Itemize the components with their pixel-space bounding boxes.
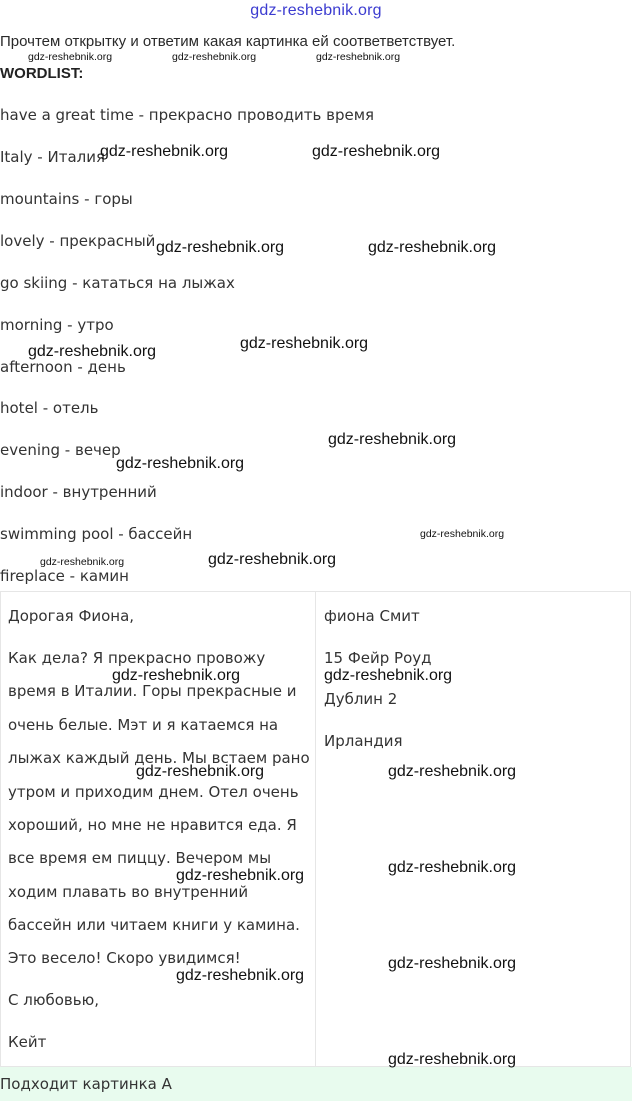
watermark: gdz-reshebnik.org — [28, 343, 157, 360]
letter-closing: С любовью, — [8, 991, 99, 1009]
watermark: gdz-reshebnik.org — [112, 667, 241, 684]
answer-text: Подходит картинка А — [0, 1075, 172, 1093]
address-name: фиона Смит — [324, 607, 420, 625]
watermark: gdz-reshebnik.org — [240, 335, 369, 352]
address-street: 15 Фейр Роуд — [324, 649, 432, 667]
watermark: gdz-reshebnik.org — [420, 528, 505, 540]
address-country: Ирландия — [324, 732, 403, 750]
wordlist-item: mountains - горы — [0, 190, 133, 208]
wordlist-item: evening - вечер — [0, 441, 121, 459]
watermark: gdz-reshebnik.org — [328, 431, 457, 448]
watermark: gdz-reshebnik.org — [388, 763, 517, 780]
watermark: gdz-reshebnik.org — [28, 51, 113, 63]
letter-line: хороший, но мне не нравится еда. Я — [8, 816, 297, 834]
watermark: gdz-reshebnik.org — [176, 967, 305, 984]
wordlist-item: fireplace - камин — [0, 567, 129, 585]
watermark: gdz-reshebnik.org — [156, 239, 285, 256]
letter-line: время в Италии. Горы прекрасные и — [8, 682, 297, 700]
watermark: gdz-reshebnik.org — [312, 143, 441, 160]
site-title[interactable]: gdz-reshebnik.org — [250, 2, 382, 19]
watermark: gdz-reshebnik.org — [388, 1051, 517, 1068]
intro-text: Прочтем открытку и ответим какая картинка ей соответветствует. — [0, 33, 456, 50]
watermark: gdz-reshebnik.org — [324, 667, 453, 684]
letter-line: Это весело! Скоро увидимся! — [8, 949, 241, 967]
letter-line: все время ем пиццу. Вечером мы — [8, 849, 272, 867]
watermark: gdz-reshebnik.org — [316, 51, 401, 63]
watermark: gdz-reshebnik.org — [136, 763, 265, 780]
wordlist-item: lovely - прекрасный — [0, 232, 156, 250]
watermark: gdz-reshebnik.org — [388, 955, 517, 972]
watermark: gdz-reshebnik.org — [116, 455, 245, 472]
wordlist-item: have a great time - прекрасно проводить время — [0, 106, 375, 124]
watermark: gdz-reshebnik.org — [388, 859, 517, 876]
letter-signature: Кейт — [8, 1033, 47, 1051]
watermark: gdz-reshebnik.org — [100, 143, 229, 160]
letter-line: ходим плавать во внутренний — [8, 883, 249, 901]
watermark: gdz-reshebnik.org — [176, 867, 305, 884]
wordlist-heading: WORDLIST: — [0, 65, 84, 82]
address-city: Дублин 2 — [324, 690, 398, 708]
wordlist-item: afternoon - день — [0, 358, 126, 376]
postcard-divider — [315, 591, 316, 1067]
letter-line: утром и приходим днем. Отел очень — [8, 783, 299, 801]
letter-line: очень белые. Мэт и я катаемся на — [8, 716, 279, 734]
letter-line: лыжах каждый день. Мы встаем рано — [8, 749, 310, 767]
watermark: gdz-reshebnik.org — [40, 556, 125, 568]
wordlist-item: Italy - Италия — [0, 148, 105, 166]
watermark: gdz-reshebnik.org — [208, 551, 337, 568]
wordlist-item: swimming pool - бассейн — [0, 525, 193, 543]
watermark: gdz-reshebnik.org — [368, 239, 497, 256]
wordlist-item: morning - утро — [0, 316, 114, 334]
watermark: gdz-reshebnik.org — [172, 51, 257, 63]
letter-greeting: Дорогая Фиона, — [8, 607, 135, 625]
letter-line: бассейн или читаем книги у камина. — [8, 916, 300, 934]
wordlist-item: hotel - отель — [0, 399, 99, 417]
wordlist-item: go skiing - кататься на лыжах — [0, 274, 235, 292]
letter-line: Как дела? Я прекрасно провожу — [8, 649, 266, 667]
wordlist-item: indoor - внутренний — [0, 483, 157, 501]
